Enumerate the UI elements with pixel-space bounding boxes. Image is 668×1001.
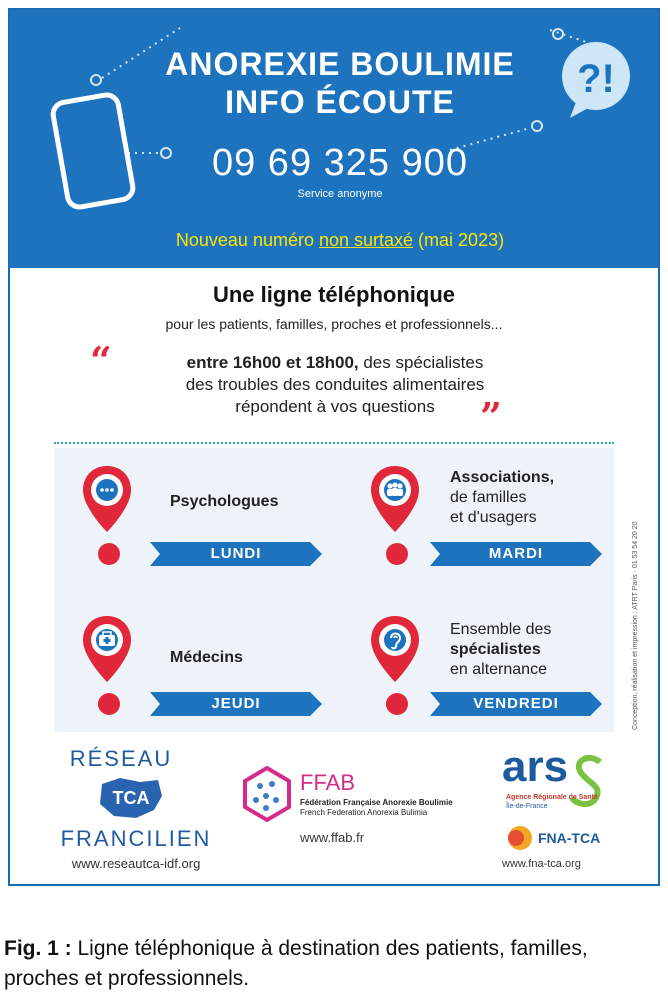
bullet-dot: [386, 693, 408, 715]
ars-sub2: Île-de-France: [506, 803, 548, 810]
ffab-name: FFAB: [300, 770, 356, 795]
banner-title-line1: ANOREXIE BOULIMIE: [165, 46, 515, 82]
intro-subtitle: pour les patients, familles, proches et professionnels...: [165, 316, 503, 332]
poster: [8, 8, 660, 886]
ear-icon: [368, 614, 422, 684]
phone-icon: [51, 93, 134, 209]
close-quote-icon: ”: [480, 394, 502, 439]
schedule-who-associations: Associations,: [450, 469, 555, 486]
bullet-dot: [98, 543, 120, 565]
people-icon: [368, 464, 422, 534]
notice-text-2: (mai 2023): [413, 230, 505, 250]
reseau-line1: RÉSEAU: [69, 746, 173, 771]
quote-bold: entre 16h00 et 18h00,: [186, 353, 359, 372]
schedule-who-medecins: Médecins: [170, 649, 243, 666]
bullet-dot: [386, 543, 408, 565]
ffab-url[interactable]: www.ffab.fr: [300, 830, 365, 845]
day-lundi: LUNDI: [210, 545, 262, 562]
ffab-logo: [238, 766, 478, 856]
partner-logos: [498, 742, 628, 876]
reseau-tca-logo: [46, 746, 226, 876]
quote-line3: répondent à vos questions: [235, 397, 435, 416]
reseau-line2: FRANCILIEN: [60, 826, 212, 851]
schedule-who-associations-3: et d'usagers: [450, 509, 537, 526]
quote-line1-rest: des spécialistes: [358, 353, 484, 372]
schedule-who-associations-2: de familles: [450, 489, 527, 506]
banner-title-line2: INFO ÉCOUTE: [225, 84, 455, 120]
anonymous-service-label: Service anonyme: [297, 188, 383, 200]
schedule-panel: [54, 448, 614, 732]
new-number-notice: [70, 230, 610, 251]
schedule-who-ensemble: Ensemble des: [450, 621, 552, 638]
open-quote-icon: “: [90, 338, 112, 383]
intro-title: Une ligne téléphonique: [212, 282, 455, 307]
ffab-en: French Federation Anorexia Bulimia: [300, 808, 428, 817]
schedule-who-specialistes: spécialistes: [450, 641, 541, 658]
figure-caption: [4, 934, 668, 994]
ffab-fr: Fédération Française Anorexie Boulimie: [300, 798, 453, 807]
day-jeudi: JEUDI: [211, 695, 261, 712]
bullet-dot: [98, 693, 120, 715]
fna-name: FNA-TCA: [538, 830, 601, 846]
schedule-who-psychologues: Psychologues: [170, 493, 279, 510]
phone-number[interactable]: 09 69 325 900: [211, 142, 468, 184]
fna-url[interactable]: www.fna-tca.org: [502, 858, 581, 870]
header-banner: [10, 10, 658, 268]
caption-text: Ligne téléphonique à destination des patients, familles, proches et professionnels.: [4, 937, 588, 990]
ars-name: ars: [502, 742, 569, 791]
fna-circle-icon: [506, 824, 534, 852]
svg-text:?!: ?!: [577, 57, 615, 101]
quote-line1: [70, 352, 600, 374]
divider: [54, 442, 614, 444]
ars-s-icon: [568, 754, 608, 810]
notice-text-1: Nouveau numéro: [175, 230, 319, 250]
quote-line2: des troubles des conduites alimentaires: [185, 375, 485, 394]
reseau-mid: TCA: [112, 788, 150, 808]
ars-sub1: Agence Régionale de Santé: [506, 794, 598, 801]
print-credit-text: Conception, réalisation et impression : ATRT Paris · 01 53 54 20 20: [632, 521, 639, 730]
caption-label: Fig. 1 :: [4, 937, 72, 960]
notice-underlined: non surtaxé: [318, 230, 414, 250]
chat-bubble-icon: [80, 464, 134, 534]
schedule-who-alternance: en alternance: [450, 661, 547, 678]
print-credit: [632, 450, 644, 730]
medical-kit-icon: [80, 614, 134, 684]
day-mardi: MARDI: [488, 545, 544, 562]
question-bubble-icon: [562, 42, 630, 118]
reseau-url[interactable]: www.reseautca-idf.org: [71, 856, 201, 871]
day-vendredi: VENDREDI: [473, 695, 559, 712]
ffab-hexagon-icon: [242, 766, 292, 822]
